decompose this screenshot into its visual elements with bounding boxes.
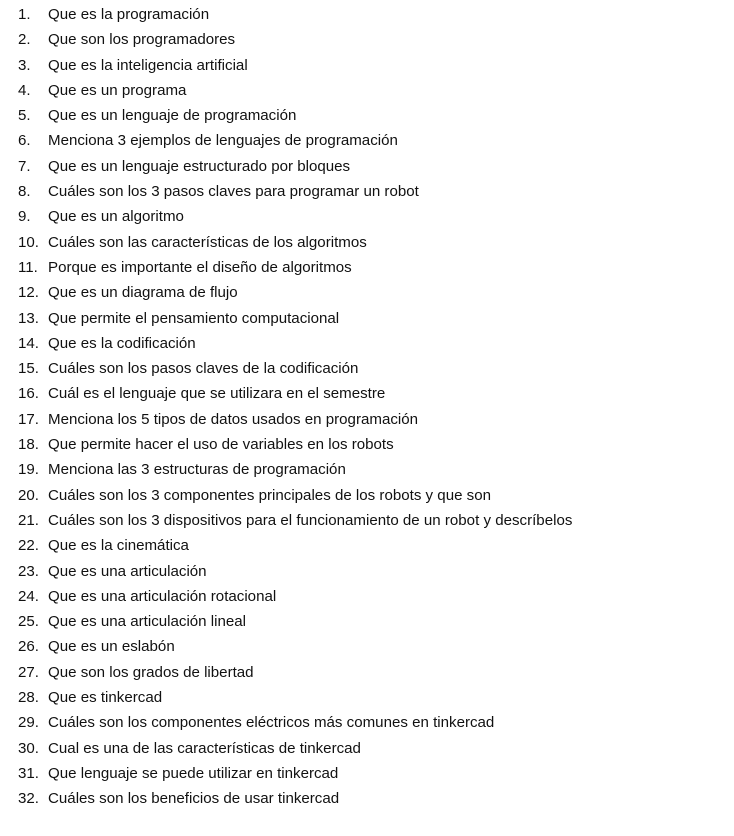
list-item-number: 18. xyxy=(18,436,39,454)
list-item-number: 6. xyxy=(18,132,31,150)
list-item xyxy=(0,685,734,710)
list-item xyxy=(0,407,734,432)
list-item-number: 20. xyxy=(18,486,39,504)
list-item xyxy=(0,27,734,52)
list-item xyxy=(0,128,734,153)
list-item-number: 5. xyxy=(18,107,31,125)
list-item-number: 24. xyxy=(18,587,39,605)
list-item-text: Cuáles son las características de los algoritmos xyxy=(48,233,367,251)
list-item-number: 27. xyxy=(18,663,39,681)
list-item-number: 31. xyxy=(18,764,39,782)
list-item xyxy=(0,584,734,609)
list-item xyxy=(0,230,734,255)
list-item-number: 30. xyxy=(18,739,39,757)
list-item-text: Que es un programa xyxy=(48,81,187,99)
list-item-number: 2. xyxy=(18,31,31,49)
list-item-text: Cuál es el lenguaje que se utilizara en el semestre xyxy=(48,385,386,403)
list-item-number: 10. xyxy=(18,233,39,251)
list-item-text: Cual es una de las características de tinkercad xyxy=(48,739,361,757)
list-item xyxy=(0,660,734,685)
list-item-number: 25. xyxy=(18,613,39,631)
list-item xyxy=(0,103,734,128)
list-item xyxy=(0,483,734,508)
list-item-text: Que es una articulación xyxy=(48,562,207,580)
list-item xyxy=(0,179,734,204)
list-item-number: 22. xyxy=(18,537,39,555)
list-item-text: Que es la programación xyxy=(48,6,210,23)
list-item-text: Que es una articulación rotacional xyxy=(48,587,277,605)
list-item-text: Que es un eslabón xyxy=(48,638,175,656)
list-item-text: Menciona 3 ejemplos de lenguajes de programación xyxy=(48,132,398,150)
list-item-number: 26. xyxy=(18,638,39,656)
list-item xyxy=(0,432,734,457)
list-item-number: 19. xyxy=(18,461,39,479)
list-item-number: 12. xyxy=(18,284,39,302)
list-item-text: Cuáles son los componentes eléctricos más comunes en tinkercad xyxy=(48,714,495,732)
list-item xyxy=(0,761,734,786)
list-item-text: Que es un lenguaje de programación xyxy=(48,107,297,125)
list-item-text: Menciona las 3 estructuras de programación xyxy=(48,461,346,479)
list-item-text: Que es la codificación xyxy=(48,334,196,352)
list-item-number: 15. xyxy=(18,360,39,378)
list-item-number: 8. xyxy=(18,183,31,201)
list-item-text: Que son los grados de libertad xyxy=(48,663,254,681)
list-item xyxy=(0,78,734,103)
list-item xyxy=(0,609,734,634)
list-item-number: 1. xyxy=(18,6,31,23)
list-item-number: 21. xyxy=(18,511,39,529)
list-item xyxy=(0,786,734,811)
list-item-number: 23. xyxy=(18,562,39,580)
question-list xyxy=(0,2,734,812)
list-item xyxy=(0,533,734,558)
list-item xyxy=(0,255,734,280)
list-item-number: 11. xyxy=(18,258,38,276)
list-item-text: Que es un lenguaje estructurado por bloques xyxy=(48,157,351,175)
list-item-number: 16. xyxy=(18,385,39,403)
list-item xyxy=(0,280,734,305)
list-item xyxy=(0,331,734,356)
list-item-text: Menciona los 5 tipos de datos usados en programación xyxy=(48,410,419,428)
list-item-text: Que es la cinemática xyxy=(48,537,189,555)
list-item-number: 7. xyxy=(18,157,31,175)
list-item-text: Que es un diagrama de flujo xyxy=(48,284,238,302)
list-item-text: Cuáles son los pasos claves de la codificación xyxy=(48,360,359,378)
list-item-text: Que es la inteligencia artificial xyxy=(48,56,248,74)
list-item-number: 32. xyxy=(18,790,39,808)
list-item xyxy=(0,508,734,533)
list-item xyxy=(0,736,734,761)
list-item xyxy=(0,154,734,179)
list-item-text: Que son los programadores xyxy=(48,31,236,49)
list-item-text: Que permite el pensamiento computacional xyxy=(48,309,340,327)
list-item-number: 14. xyxy=(18,334,39,352)
list-item-text: Que es una articulación lineal xyxy=(48,613,247,631)
list-item xyxy=(0,710,734,735)
list-item-text: Que permite hacer el uso de variables en los robots xyxy=(48,436,394,454)
list-item-number: 3. xyxy=(18,56,31,74)
list-item-number: 28. xyxy=(18,689,39,707)
list-item xyxy=(0,2,734,27)
list-item-text: Cuáles son los 3 dispositivos para el funcionamiento de un robot y descríbelos xyxy=(48,511,573,529)
list-item xyxy=(0,634,734,659)
list-item-text: Que es un algoritmo xyxy=(48,208,184,226)
list-item xyxy=(0,53,734,78)
list-item-text: Cuáles son los 3 pasos claves para programar un robot xyxy=(48,183,419,201)
list-item-text: Que lenguaje se puede utilizar en tinkercad xyxy=(48,764,339,782)
list-item xyxy=(0,457,734,482)
list-item-number: 4. xyxy=(18,81,31,99)
document-page xyxy=(0,2,734,812)
list-item-number: 29. xyxy=(18,714,39,732)
list-item-text: Que es tinkercad xyxy=(48,689,163,707)
list-item xyxy=(0,356,734,381)
list-item xyxy=(0,306,734,331)
list-item-text: Cuáles son los beneficios de usar tinkercad xyxy=(48,790,340,808)
list-item xyxy=(0,381,734,406)
list-item-number: 17. xyxy=(18,410,39,428)
list-item-number: 13. xyxy=(18,309,39,327)
list-item xyxy=(0,559,734,584)
list-item-number: 9. xyxy=(18,208,31,226)
list-item-text: Cuáles son los 3 componentes principales de los robots y que son xyxy=(48,486,492,504)
list-item-text: Porque es importante el diseño de algoritmos xyxy=(48,258,352,276)
list-item xyxy=(0,204,734,229)
